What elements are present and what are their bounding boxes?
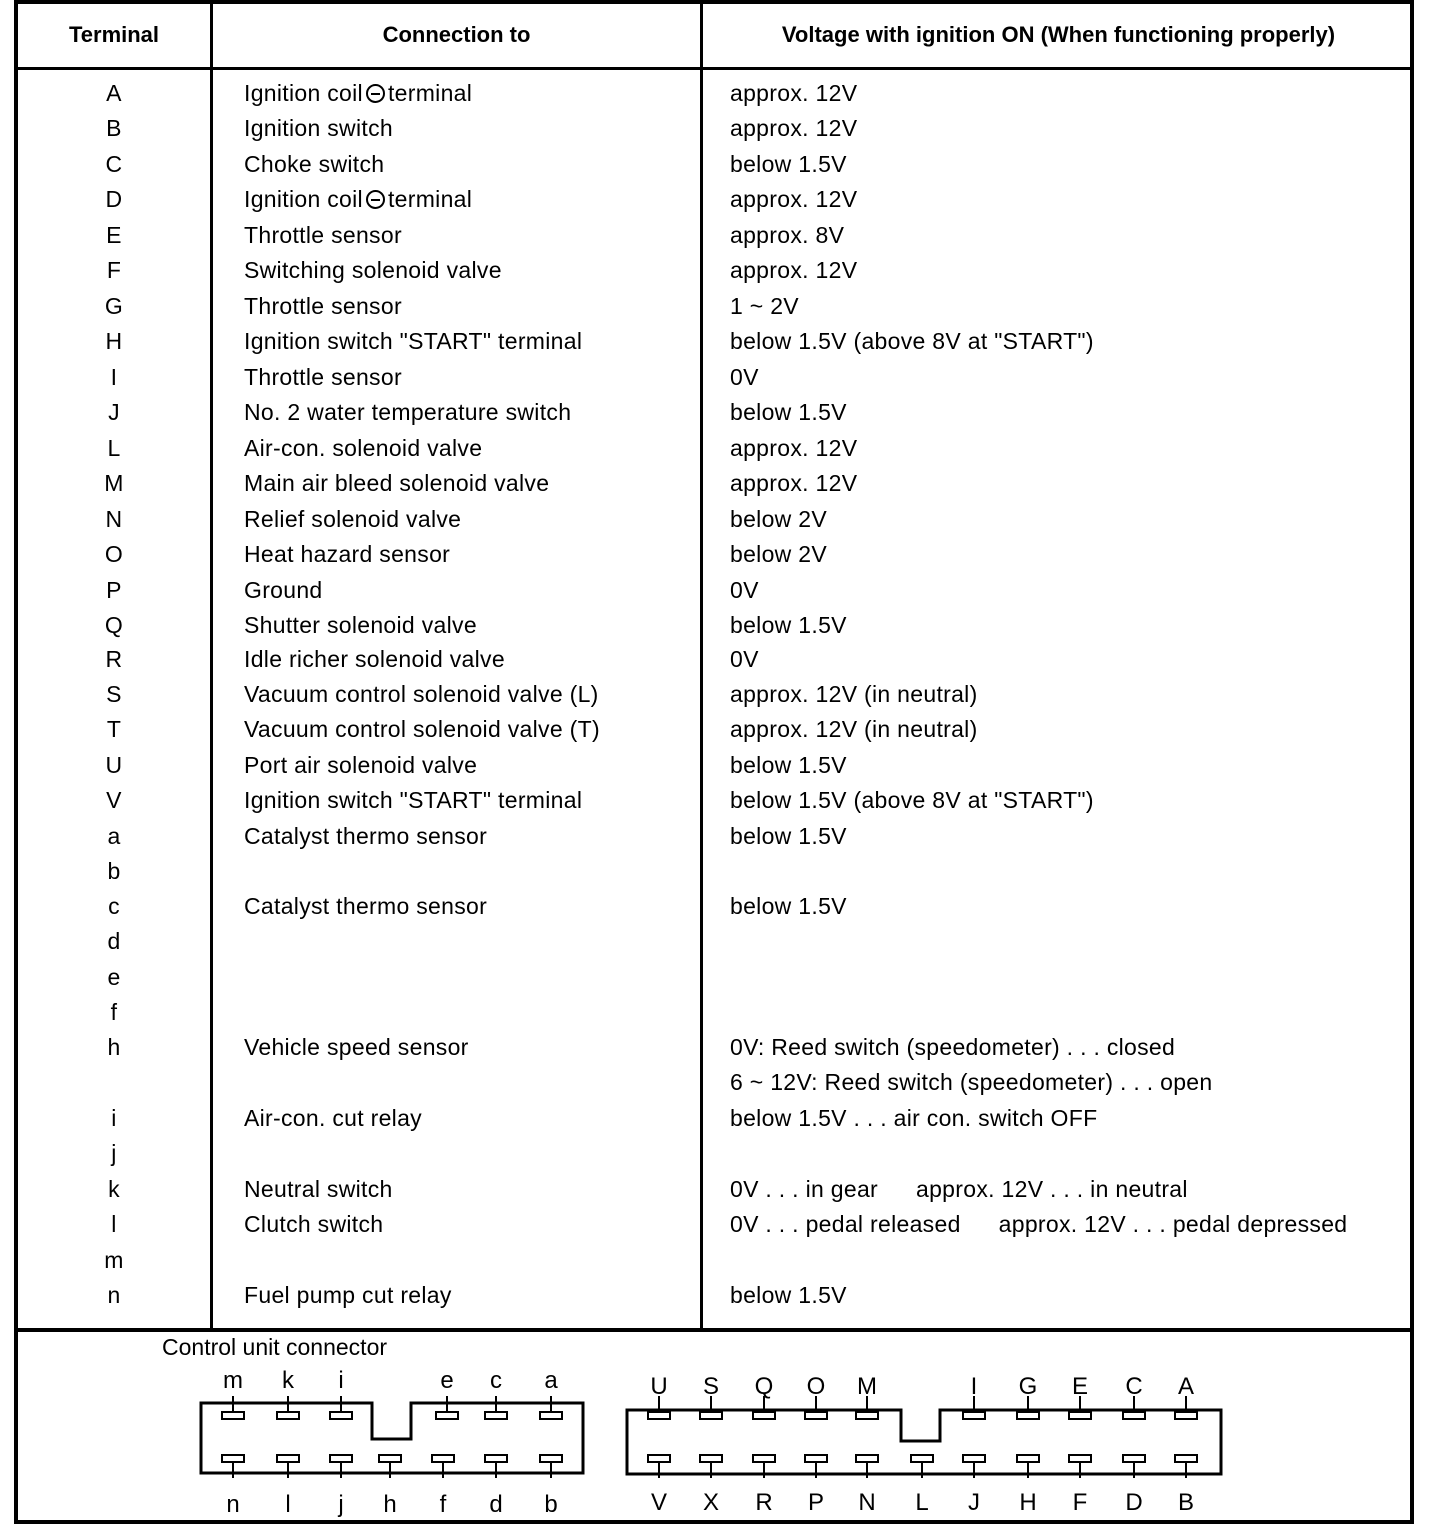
voltage-cell: below 1.5V [730,612,847,638]
terminal-cell: I [110,364,118,390]
voltage-cell: approx. 8V [730,222,845,248]
pin-top [540,1412,562,1419]
connection-cell: Catalyst thermo sensor [244,823,488,849]
voltage-cell: approx. 12V [730,470,858,496]
pin-bottom [1175,1455,1197,1462]
connection-cell: Vacuum control solenoid valve (L) [244,681,599,707]
pin-label-Q: Q [754,1373,774,1400]
terminal-cell: F [106,257,122,283]
connection-cell: Clutch switch [244,1211,384,1237]
pin-bottom [432,1455,454,1462]
pin-label-m: m [223,1367,243,1394]
pin-label-L: L [915,1489,929,1516]
terminal-cell: N [105,506,123,532]
voltage-cell: 1 ~ 2V [730,293,799,319]
connector-caption: Control unit connector [162,1334,388,1360]
pin-top [856,1412,878,1419]
pin-label-H: H [1019,1489,1037,1516]
pin-label-E: E [1071,1373,1089,1400]
pin-bottom [856,1455,878,1462]
voltage-text: 0V . . . in gear [730,1176,878,1202]
voltage-cell: below 1.5V [730,399,847,425]
pin-bottom [485,1455,507,1462]
pin-label-h: h [383,1491,397,1518]
pin-label-l: l [285,1491,291,1518]
pin-bottom [963,1455,985,1462]
connection-cell: Catalyst thermo sensor [244,893,488,919]
voltage-cell: approx. 12V [730,80,858,106]
connection-cell: Throttle sensor [244,293,402,319]
voltage-cell: below 1.5V [730,823,847,849]
pin-label-F: F [1072,1489,1088,1516]
pin-label-f: f [439,1491,447,1518]
terminal-cell: P [106,577,122,603]
connection-cell: Air-con. solenoid valve [244,435,483,461]
voltage-cell: below 1.5V (above 8V at "START") [730,328,1094,354]
connection-cell: Heat hazard sensor [244,541,451,567]
connection-cell: Vehicle speed sensor [244,1034,469,1060]
terminal-cell: c [108,893,120,919]
pin-top [753,1412,775,1419]
pin-label-J: J [968,1489,980,1516]
connection-cell: Port air solenoid valve [244,752,478,778]
connection-cell: Main air bleed solenoid valve [244,470,550,496]
pin-top [1175,1412,1197,1419]
pin-label-M: M [857,1373,877,1400]
voltage-cell: below 1.5V [730,1282,847,1308]
pin-top [436,1412,458,1419]
pin-top [805,1412,827,1419]
pin-bottom [540,1455,562,1462]
terminal-cell: e [107,964,121,990]
voltage-cell: approx. 12V [730,115,858,141]
terminal-cell: E [106,222,122,248]
connection-cell: Choke switch [244,151,385,177]
pin-label-b: b [544,1491,558,1518]
pin-top [1123,1412,1145,1419]
terminal-cell: L [107,435,121,461]
terminal-cell: b [107,858,121,884]
connection-text: terminal [387,186,473,212]
pin-label-P: P [807,1489,825,1516]
pin-top [485,1412,507,1419]
pin-bottom [1069,1455,1091,1462]
terminal-cell: d [107,928,121,954]
terminal-cell: k [108,1176,120,1202]
header-connection: Connection to [382,22,531,47]
voltage-cell: below 1.5V (above 8V at "START") [730,787,1094,813]
terminal-cell: R [105,646,123,672]
pin-label-X: X [702,1489,720,1516]
pin-top [700,1412,722,1419]
pin-label-V: V [650,1489,668,1516]
voltage-cell: 0V [730,364,759,390]
pin-label-A: A [1177,1373,1195,1400]
terminal-cell: Q [104,612,124,638]
pin-bottom [222,1455,244,1462]
pin-bottom [648,1455,670,1462]
pin-label-B: B [1177,1489,1195,1516]
connection-text: Ignition coil [244,80,363,106]
pin-label-n: n [226,1491,240,1518]
connection-cell: Air-con. cut relay [244,1105,422,1131]
header-terminal: Terminal [68,22,160,47]
terminal-cell: l [111,1211,117,1237]
pin-label-a: a [544,1367,558,1394]
terminal-cell: O [104,541,124,567]
connection-cell: Vacuum control solenoid valve (T) [244,716,600,742]
voltage-text: 0V . . . pedal released [730,1211,961,1237]
terminal-cell: J [108,399,120,425]
pin-label-N: N [858,1489,876,1516]
connection-cell: Ignition switch [244,115,393,141]
voltage-cell: approx. 12V [730,186,858,212]
voltage-cell: 0V [730,577,759,603]
voltage-text: approx. 12V . . . in neutral [916,1176,1188,1202]
terminal-cell: G [104,293,124,319]
connection-cell: Ground [244,577,323,603]
pin-top [222,1412,244,1419]
pin-bottom [700,1455,722,1462]
connection-cell: Shutter solenoid valve [244,612,477,638]
voltage-cell: below 1.5V [730,752,847,778]
pin-top [277,1412,299,1419]
terminal-cell: A [106,80,122,106]
header-voltage: Voltage with ignition ON (When functioning properly) [781,22,1336,47]
terminal-cell: m [104,1247,124,1273]
connection-cell: Throttle sensor [244,364,402,390]
pin-label-C: C [1125,1373,1143,1400]
voltage-cell-line2: 6 ~ 12V: Reed switch (speedometer) . . . open [730,1069,1213,1095]
pin-bottom [379,1455,401,1462]
connection-cell: Throttle sensor [244,222,402,248]
pin-label-d: d [489,1491,503,1518]
terminal-cell: f [110,999,118,1025]
terminal-cell: V [106,787,122,813]
terminal-cell: T [106,716,122,742]
voltage-cell: below 1.5V [730,893,847,919]
pin-label-G: G [1018,1373,1038,1400]
pin-label-I: I [970,1373,978,1400]
voltage-cell: approx. 12V (in neutral) [730,681,978,707]
connection-cell: Relief solenoid valve [244,506,462,532]
voltage-cell: below 1.5V [730,151,847,177]
pin-label-D: D [1125,1489,1143,1516]
voltage-cell: approx. 12V (in neutral) [730,716,978,742]
terminal-cell: h [107,1034,121,1060]
terminal-cell: n [107,1282,121,1308]
pin-top [330,1412,352,1419]
voltage-cell: below 1.5V . . . air con. switch OFF [730,1105,1098,1131]
pin-bottom [330,1455,352,1462]
terminal-cell: M [104,470,124,496]
terminal-cell: H [105,328,123,354]
pin-label-S: S [702,1373,720,1400]
pin-top [963,1412,985,1419]
connection-cell: Ignition switch "START" terminal [244,328,583,354]
voltage-cell: below 2V [730,541,828,567]
voltage-text: approx. 12V . . . pedal depressed [998,1211,1348,1237]
pin-top [1069,1412,1091,1419]
pin-bottom [1017,1455,1039,1462]
terminal-cell: i [111,1105,117,1131]
pin-label-O: O [806,1373,826,1400]
voltage-cell: below 2V [730,506,828,532]
voltage-cell: approx. 12V [730,257,858,283]
pin-bottom [277,1455,299,1462]
pin-bottom [911,1455,933,1462]
terminal-cell: j [111,1140,117,1166]
terminal-cell: S [106,681,122,707]
connection-text: Ignition coil [244,186,363,212]
pin-label-i: i [338,1367,344,1394]
terminal-cell: C [105,151,123,177]
connection-cell: Ignition switch "START" terminal [244,787,583,813]
pin-bottom [753,1455,775,1462]
connection-cell: Fuel pump cut relay [244,1282,452,1308]
pin-bottom [1123,1455,1145,1462]
connection-cell: Idle richer solenoid valve [244,646,505,672]
voltage-cell: 0V [730,646,759,672]
terminal-cell: a [107,823,121,849]
pin-label-j: j [338,1491,344,1518]
pin-label-R: R [755,1489,773,1516]
pin-label-e: e [440,1367,454,1394]
pin-label-c: c [490,1367,502,1394]
terminal-cell: D [105,186,123,212]
voltage-cell: 0V: Reed switch (speedometer) . . . closed [730,1034,1176,1060]
pin-top [648,1412,670,1419]
connection-text: terminal [387,80,473,106]
connection-cell: Switching solenoid valve [244,257,502,283]
terminal-cell: U [105,752,123,778]
terminal-cell: B [106,115,122,141]
pin-bottom [805,1455,827,1462]
pin-label-k: k [282,1367,294,1394]
pin-label-U: U [650,1373,668,1400]
connection-cell: Neutral switch [244,1176,393,1202]
connection-cell: No. 2 water temperature switch [244,399,572,425]
pin-top [1017,1412,1039,1419]
voltage-cell: approx. 12V [730,435,858,461]
